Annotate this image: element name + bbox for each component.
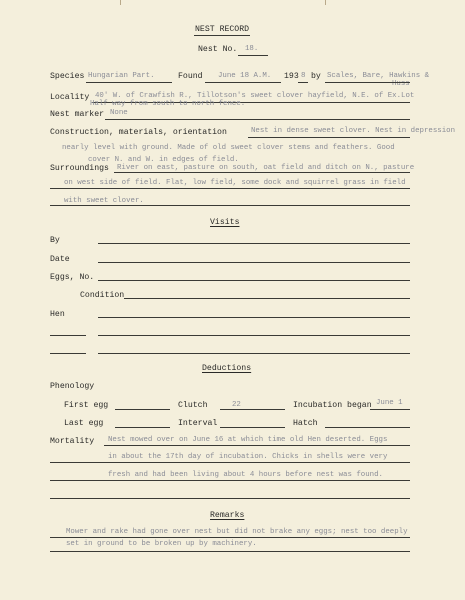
punch-mark	[325, 0, 326, 5]
nest-no-label: Nest No.	[198, 45, 238, 54]
remarks-line-1: Mower and rake had gone over nest but did not brake any eggs; nest too deeply	[66, 528, 408, 536]
clutch-label: Clutch	[178, 401, 208, 410]
mortality-line-2: in about the 17th day of incubation. Chicks in shells were very	[108, 453, 388, 461]
remarks-heading: Remarks	[210, 511, 245, 520]
clutch-value: 22	[232, 401, 241, 409]
species-value: Hungarian Part.	[88, 72, 155, 80]
incubation-began-value: June 1	[376, 399, 403, 407]
construction-line-2: nearly level with ground. Made of old sweet clover stems and feathers. Good	[62, 144, 395, 152]
deductions-heading: Deductions	[202, 364, 252, 373]
visits-condition-label: Condition	[80, 291, 125, 300]
visits-heading: Visits	[210, 218, 240, 227]
visits-hen-label: Hen	[50, 310, 65, 319]
construction-line-3: cover N. and W. in edges of field.	[88, 156, 239, 164]
surroundings-label: Surroundings	[50, 164, 109, 173]
surroundings-line-3: with sweet clover.	[64, 197, 144, 205]
found-label: Found	[178, 72, 203, 81]
found-by-value: Scales, Bare, Hawkins &	[327, 72, 430, 80]
found-year-prefix: 193	[284, 72, 299, 81]
form-title: NEST RECORD	[195, 25, 250, 34]
incubation-began-label: Incubation began	[293, 401, 372, 410]
construction-label: Construction, materials, orientation	[50, 128, 227, 137]
mortality-line-3: fresh and had been living about 4 hours before nest was found.	[108, 471, 383, 479]
found-by-label: by	[311, 72, 321, 81]
found-date-value: June 18 A.M.	[218, 72, 272, 80]
found-by-value-cont: Huss	[392, 80, 410, 88]
nest-no-value: 18.	[245, 45, 259, 53]
remarks-line-2: set in ground to be broken up by machinery.	[66, 540, 257, 548]
hatch-label: Hatch	[293, 419, 318, 428]
punch-mark	[120, 0, 121, 5]
visits-date-label: Date	[50, 255, 70, 264]
species-label: Species	[50, 72, 85, 81]
surroundings-line-1: River on east, pasture on south, oat field and ditch on N., pasture	[117, 164, 415, 172]
visits-eggs-label: Eggs, No.	[50, 273, 95, 282]
locality-line-1: 40' W. of Crawfish R., Tillotson's sweet clover hayfield, N.E. of Ex.Lot	[95, 92, 415, 100]
visits-by-label: By	[50, 236, 60, 245]
last-egg-label: Last egg	[64, 419, 104, 428]
found-year-digit: 8	[301, 72, 306, 80]
construction-line-1: Nest in dense sweet clover. Nest in depression	[251, 127, 456, 135]
locality-label: Locality	[50, 93, 90, 102]
first-egg-label: First egg	[64, 401, 109, 410]
nest-marker-value: None	[110, 109, 128, 117]
nest-marker-label: Nest marker	[50, 110, 105, 119]
phenology-label: Phenology	[50, 382, 95, 391]
surroundings-line-2: on west side of field. Flat, low field, some dock and squirrel grass in field	[64, 179, 406, 187]
locality-line-2: Half way from south to north fence.	[90, 100, 246, 108]
interval-label: Interval	[178, 419, 218, 428]
mortality-line-1: Nest mowed over on June 16 at which time old Hen deserted. Eggs	[108, 436, 388, 444]
mortality-label: Mortality	[50, 437, 95, 446]
